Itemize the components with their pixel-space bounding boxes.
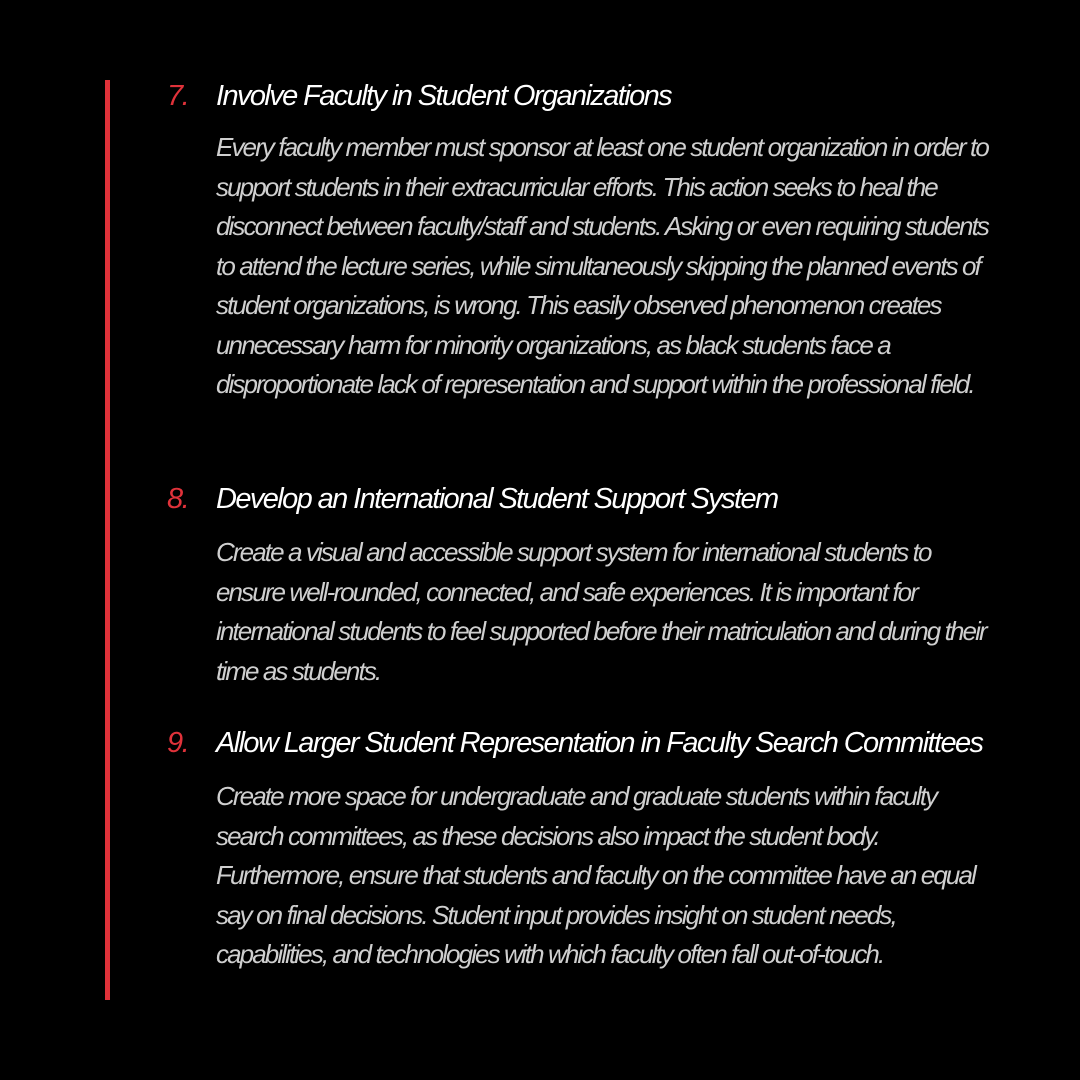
item-body: Create a visual and accessible support system for international students to ensure well-rounded, connected, and safe experiences. It is important for international students to feel supported before their matriculation and during their time as students. bbox=[216, 537, 986, 686]
item-title: Develop an International Student Support System bbox=[216, 483, 778, 515]
accent-bar bbox=[105, 80, 110, 1000]
item-number: 9. bbox=[167, 727, 189, 759]
item-number: 7. bbox=[167, 80, 189, 112]
item-title: Allow Larger Student Representation in Faculty Search Committees bbox=[216, 727, 983, 759]
item-body: Every faculty member must sponsor at least one student organization in order to support students in their extracurricular efforts. This action seeks to heal the disconnect between faculty/staff and students. Asking or even requiring students to attend the lecture series, while simultaneously skipping the planned events of student organizations, is wrong. This easily observed phenomenon creates unnecessary harm for minority organizations, as black students face a disproportionate lack of representation and support within the professional field. bbox=[216, 132, 989, 399]
item-number: 8. bbox=[167, 483, 189, 515]
item-title: Involve Faculty in Student Organizations bbox=[216, 80, 672, 112]
item-body: Create more space for undergraduate and graduate students within faculty search committees, as these decisions also impact the student body. Furthermore, ensure that students and faculty on the committee have an equal say on final decisions. Student input provides insight on student needs, capabilities, and technologies with which faculty often fall out-of-touch. bbox=[216, 781, 975, 969]
